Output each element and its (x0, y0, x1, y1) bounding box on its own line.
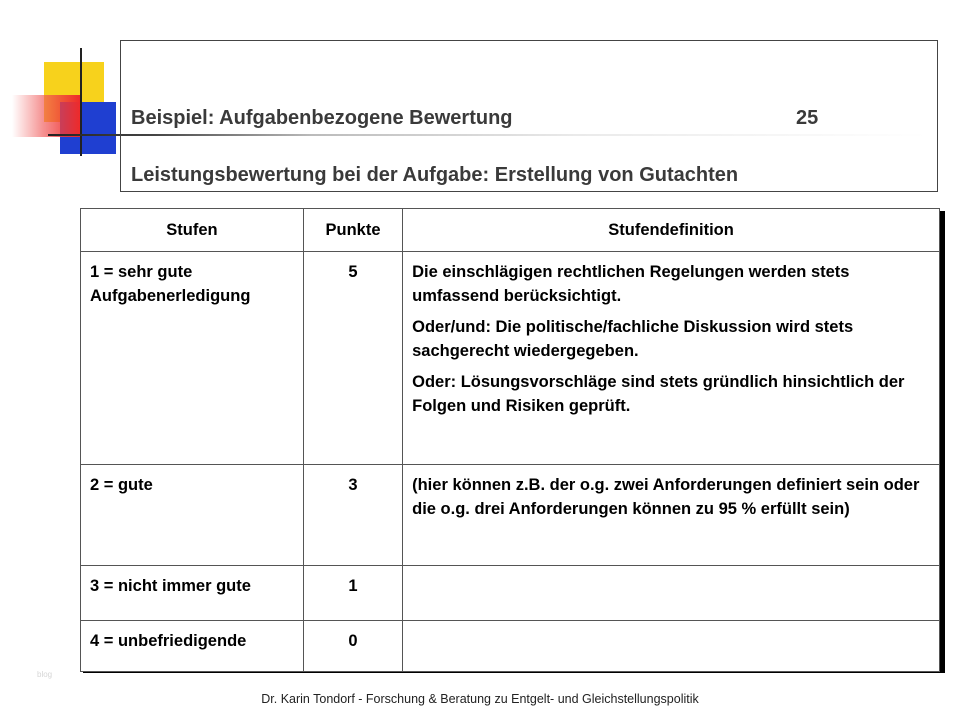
logo-vertical-line (80, 48, 82, 156)
header-stufendefinition: Stufendefinition (403, 209, 940, 252)
table-row (81, 621, 940, 672)
level-cell: 3 = nicht immer gute (81, 566, 304, 621)
definition-cell (403, 252, 940, 465)
definition-text: Oder/und: Die politische/fachliche Diskussion wird stets sachgerecht wiedergegeben. (412, 318, 854, 360)
header-punkte: Punkte (303, 209, 402, 252)
slide-subtitle: Leistungsbewertung bei der Aufgabe: Erstellung von Gutachten (131, 164, 739, 186)
table-row (81, 252, 940, 465)
definition-cell (403, 621, 940, 672)
level-cell: 2 = gute (81, 465, 304, 566)
footer-text: Dr. Karin Tondorf - Forschung & Beratung zu Entgelt- und Gleichstellungspolitik (261, 692, 699, 706)
slide-title: Beispiel: Aufgabenbezogene Bewertung (131, 107, 513, 129)
points-cell: 5 (303, 252, 402, 465)
header-stufen: Stufen (81, 209, 304, 252)
points-cell: 0 (303, 621, 402, 672)
table-header-row (81, 209, 940, 252)
table-row (81, 465, 940, 566)
logo-red-gradient-bar (12, 95, 80, 137)
slide-number: 25 (796, 107, 819, 129)
definition-cell (403, 465, 940, 566)
definition-text: Die einschlägigen rechtlichen Regelungen werden stets umfassend berücksichtigt. (412, 263, 850, 305)
definition-text: Oder: Lösungsvorschläge sind stets gründlich hinsichtlich der Folgen und Risiken geprüft. (412, 373, 905, 415)
definition-text: (hier können z.B. der o.g. zwei Anforderungen definiert sein oder die o.g. drei Anforderungen können zu 95 % erfüllt sein) (412, 476, 920, 518)
level-cell: 1 = sehr gute Aufgabenerledigung (81, 252, 304, 465)
level-cell: 4 = unbefriedigende (81, 621, 304, 672)
rating-table (80, 208, 940, 672)
watermark: blog (37, 670, 53, 679)
points-cell: 3 (303, 465, 402, 566)
table-row (81, 566, 940, 621)
definition-cell (403, 566, 940, 621)
points-cell: 1 (303, 566, 402, 621)
